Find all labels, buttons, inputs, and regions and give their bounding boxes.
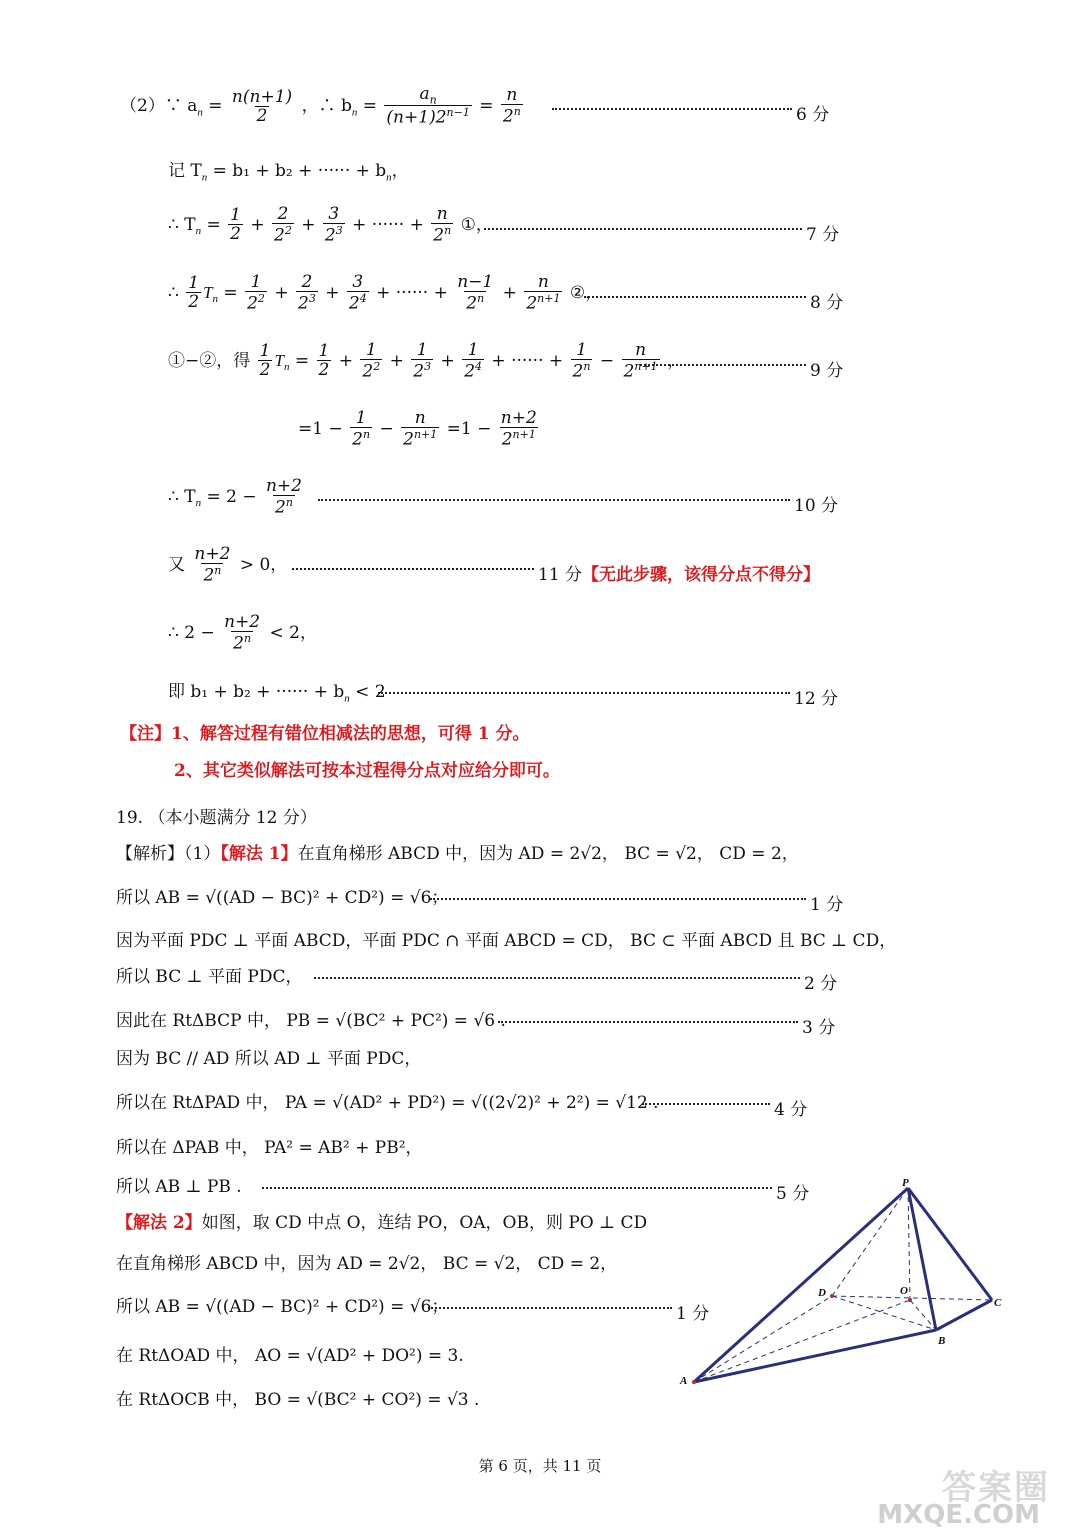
note-2: 2、其它类似解法可按本过程得分点对应给分即可。 bbox=[174, 761, 560, 781]
dots-p2 bbox=[314, 977, 800, 979]
half-tn-a: ∴ bbox=[168, 282, 179, 303]
score-p4: 4 分 bbox=[774, 1100, 808, 1120]
q19-m2-trap: 在直角梯形 ABCD 中，因为 AD = 2√2， BC = √2， CD = 2， bbox=[116, 1254, 618, 1274]
tn-def-a: 记 T bbox=[168, 161, 202, 181]
score-12: 12 分 bbox=[794, 689, 839, 709]
label-c: C bbox=[994, 1297, 1002, 1309]
frac-an: $\frac{n(n+1)}{2}$ bbox=[231, 86, 293, 126]
eq-an-bn: （2）∵ $a_n$ = $\frac{n(n+1)}{2}$ ，∴ $b_n$ = $\frac{a_n}{(n+1)2^{n-1}}$ = $\frac{n}{2^n}$ bbox=[120, 84, 521, 129]
eq-less-two: ∴ 2 − $\frac{n+2}{2^n}$ < 2， bbox=[168, 612, 317, 654]
dots-7 bbox=[484, 228, 802, 230]
q19-bcad: 因为 BC // AD 所以 AD ⊥ 平面 PDC， bbox=[116, 1049, 422, 1069]
less-two-a: ∴ 2 − bbox=[168, 622, 215, 643]
q19-perp1: 因为平面 PDC ⊥ 平面 ABCD，平面 PDC ∩ 平面 ABCD = CD， BC ⊂ 平面 ABCD 且 BC ⊥ CD， bbox=[116, 931, 897, 951]
q19-pa: 所以在 RtΔPAD 中， PA = √(AD² + PD²) = √((2√2)² + 2²) = √12 . bbox=[116, 1093, 659, 1113]
subtract-comma: ， bbox=[667, 350, 685, 371]
score-9: 9 分 bbox=[810, 361, 844, 381]
positive-a: 又 bbox=[168, 554, 185, 575]
simplify-a: =1 − bbox=[298, 418, 343, 439]
half-tn-mark: ②， bbox=[569, 282, 603, 303]
score-q1: 1 分 bbox=[676, 1304, 710, 1324]
dots-6 bbox=[552, 108, 792, 110]
method-2-label: 【解法 2】 bbox=[116, 1213, 202, 1233]
score-p2: 2 分 bbox=[804, 974, 838, 994]
eq-positive: 又 $\frac{n+2}{2^n}$ > 0， bbox=[168, 544, 288, 586]
eq-define-tn: 记 $T_n = b_1 + b_2$ + ······ + $b_n$， bbox=[168, 161, 409, 184]
score-11: 11 分 bbox=[538, 565, 583, 585]
score-7: 7 分 bbox=[806, 225, 840, 245]
eq-final: 即 b₁ + b₂ + ······ + $b_n < 2$ bbox=[168, 682, 386, 705]
tn-sum-a: ∴ T bbox=[168, 214, 196, 235]
label-o: O bbox=[900, 1285, 908, 1297]
eq-tn-result: ∴ $T_n = 2$ − $\frac{n+2}{2^n}$ bbox=[168, 476, 302, 518]
q19-perp2: 所以 BC ⊥ 平面 PDC， bbox=[116, 967, 303, 987]
note-no-step: 【无此步骤，该得分点不得分】 bbox=[582, 565, 820, 585]
eq-an-prefix: （2）∵ a bbox=[120, 96, 198, 117]
q19-intro bbox=[116, 846, 799, 863]
watermark: 答案圈 bbox=[942, 1468, 1050, 1508]
label-b: B bbox=[938, 1335, 946, 1347]
page-footer: 第 6 页，共 11 页 bbox=[478, 1457, 602, 1475]
dots-q1 bbox=[428, 1307, 672, 1309]
positive-b: > 0， bbox=[239, 554, 288, 575]
q19-intro-c: 在直角梯形 ABCD 中，因为 AD = 2√2， BC = √2， CD = 2， bbox=[297, 844, 799, 864]
score-10: 10 分 bbox=[794, 496, 839, 516]
tn-result-a: ∴ T bbox=[168, 486, 196, 507]
q19-m2-ab: 所以 AB = √((AD − BC)² + CD²) = √6； bbox=[116, 1297, 449, 1317]
dots-10 bbox=[318, 499, 790, 501]
dots-9 bbox=[640, 364, 806, 366]
q19-m2-ao: 在 RtΔOAD 中， AO = √(AD² + DO²) = 3. bbox=[116, 1346, 464, 1366]
dots-11 bbox=[292, 568, 534, 570]
frac-bn2: $\frac{n}{2^n}$ bbox=[502, 85, 521, 127]
q19-m2-bo: 在 RtΔOCB 中， BO = √(BC² + CO²) = √3 . bbox=[116, 1390, 480, 1410]
dots-p3 bbox=[498, 1021, 798, 1023]
tn-sum-mark: ①， bbox=[460, 214, 493, 235]
final-a: 即 b₁ + b₂ + ······ + b bbox=[168, 682, 345, 702]
q19-ab: 所以 AB = √((AD − BC)² + CD²) = √6； bbox=[116, 888, 449, 908]
q19-intro-a: 【解析】（1） bbox=[116, 844, 221, 864]
q19-pab: 所以在 ΔPAB 中， PA² = AB² + PB²， bbox=[116, 1138, 423, 1158]
eq-bn-prefix: ，∴ b bbox=[301, 96, 352, 117]
dots-p4 bbox=[642, 1103, 770, 1105]
eq-tn-sum: ∴ $T_n$ = $\frac{1}{2}$ + $\frac{2}{2^2}$ + $\frac{3}{2^3}$ + ······ + $\frac{n}{2^n}$ ①， bbox=[168, 204, 493, 246]
eq-subtract: ①−②，得 $\frac{1}{2}$ $T_n$ = $\frac{1}{2}$ + $\frac{1}{2^2}$ + $\frac{1}{2^3}$ + $\frac{1}{2^4}$ + ······ + $\frac{1}{2^n}$ − $\frac{n}{2^{n+1}}$ ， bbox=[168, 340, 685, 382]
score-8: 8 分 bbox=[810, 293, 844, 313]
subtract-a: ①−②，得 bbox=[168, 350, 251, 371]
final-b: < 2 bbox=[349, 682, 386, 702]
method-1-label: 【解法 1】 bbox=[220, 844, 298, 864]
q19-method2 bbox=[116, 1215, 647, 1232]
q19-header: 19. （本小题满分 12 分） bbox=[116, 808, 317, 828]
label-d: D bbox=[818, 1287, 826, 1299]
score-p1: 1 分 bbox=[810, 895, 844, 915]
watermark-url: MXQE.COM bbox=[877, 1500, 1040, 1530]
method-2-text: 如图，取 CD 中点 O，连结 PO，OA，OB，则 PO ⊥ CD bbox=[201, 1213, 648, 1233]
score-p5: 5 分 bbox=[776, 1184, 810, 1204]
dots-p1 bbox=[430, 898, 806, 900]
tn-def-c: ， bbox=[391, 161, 409, 181]
less-two-b: < 2， bbox=[269, 622, 317, 643]
eq-half-tn: ∴ $\frac{1}{2}$ $T_n$ = $\frac{1}{2^2}$ + $\frac{2}{2^3}$ + $\frac{3}{2^4}$ + ······ + $\frac{n-1}{2^n}$ + $\frac{n}{2^{n+1}}$ ②， bbox=[168, 272, 603, 314]
q19-abpb: 所以 AB ⊥ PB . bbox=[116, 1177, 242, 1197]
score-6: 6 分 bbox=[796, 105, 830, 125]
pyramid-figure bbox=[676, 1176, 1016, 1396]
score-p3: 3 分 bbox=[802, 1018, 836, 1038]
tn-def-b: = b₁ + b₂ + ······ + b bbox=[207, 161, 387, 181]
dots-12 bbox=[378, 692, 790, 694]
note-1: 【注】1、解答过程有错位相减法的思想，可得 1 分。 bbox=[120, 724, 530, 744]
q19-pb: 因此在 RtΔBCP 中， PB = √(BC² + PC²) = √6 . bbox=[116, 1011, 506, 1031]
dots-8 bbox=[584, 296, 806, 298]
eq-simplify: =1 − $\frac{1}{2^n}$ − $\frac{n}{2^{n+1}}$ =1 − $\frac{n+2}{2^{n+1}}$ bbox=[298, 408, 537, 450]
label-a: A bbox=[680, 1375, 688, 1387]
label-p: P bbox=[902, 1177, 909, 1189]
frac-bn: $\frac{a_n}{(n+1)2^{n-1}}$ bbox=[386, 84, 470, 129]
